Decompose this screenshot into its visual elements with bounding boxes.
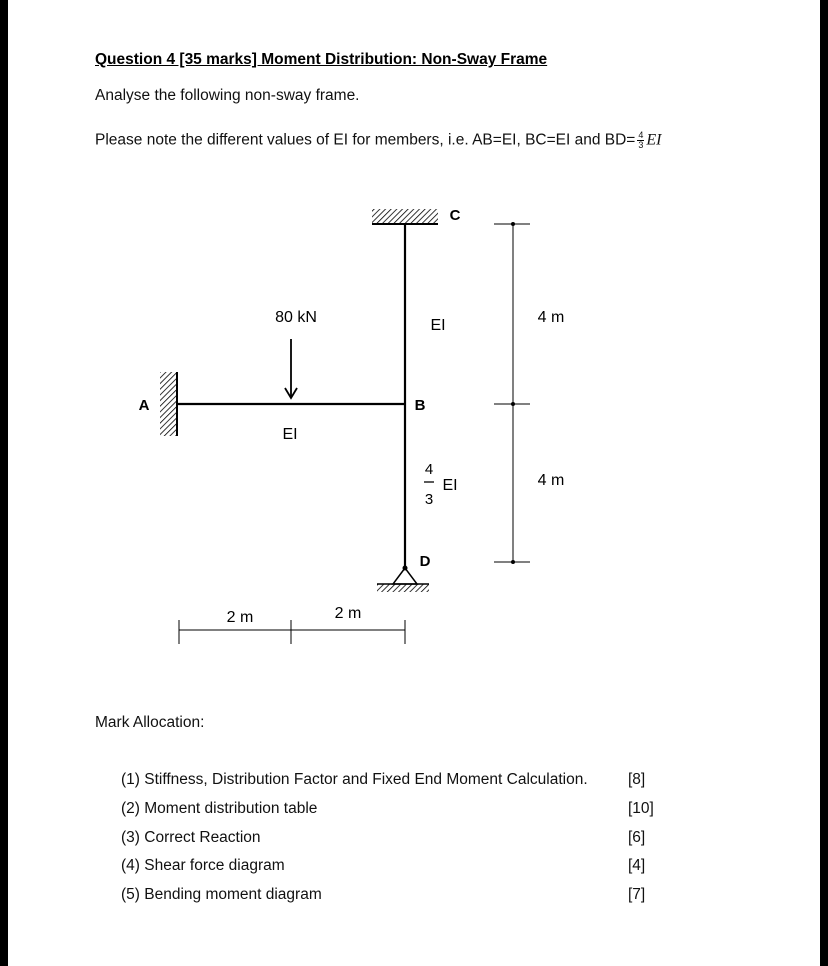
mark-item: (3) Correct Reaction — [121, 829, 261, 846]
mark-item: (5) Bending moment diagram — [121, 886, 322, 903]
ei-bd-label — [424, 461, 458, 508]
mark-item: (1) Stiffness, Distribution Factor and Fixed End Moment Calculation. — [121, 771, 588, 788]
question-title: Question 4 [35 marks] Moment Distribution: Non-Sway Frame — [95, 51, 548, 68]
mark-item: (2) Moment distribution table — [121, 800, 318, 817]
fixed-support-c — [372, 209, 438, 224]
mark-item: (4) Shear force diagram — [121, 857, 285, 874]
horizontal-dimension — [179, 620, 405, 644]
vertical-dimension — [494, 222, 530, 564]
question-intro: Analyse the following non-sway frame. — [95, 87, 360, 104]
mark-value: [6] — [628, 829, 646, 846]
mark-allocation-heading: Mark Allocation: — [95, 714, 205, 731]
ei-note-text: Please note the different values of EI for members, i.e. AB=EI, BC=EI and BD= — [95, 131, 636, 149]
mark-value: [8] — [628, 771, 646, 788]
mark-value: [10] — [628, 800, 654, 817]
load-arrow-icon — [285, 339, 297, 398]
dim-right-label: 2 m — [334, 605, 362, 622]
node-d-label: D — [419, 553, 431, 570]
ei-bd-numerator: 4 — [424, 461, 434, 478]
ei-note-fraction-numerator: 4 — [638, 130, 644, 140]
mark-value: [7] — [628, 886, 646, 903]
ei-bd-text: EI — [442, 477, 458, 494]
load-label: 80 kN — [275, 309, 317, 326]
dim-upper-label: 4 m — [537, 309, 565, 326]
ei-bc-label: EI — [430, 317, 446, 334]
node-c-label: C — [449, 207, 461, 224]
ei-bd-denominator: 3 — [424, 491, 434, 508]
mark-value: [4] — [628, 857, 646, 874]
ei-note-fraction-denominator: 3 — [638, 140, 644, 150]
ei-ab-label: EI — [282, 426, 298, 443]
dim-left-label: 2 m — [226, 609, 254, 626]
node-b-label: B — [414, 397, 426, 414]
node-a-label: A — [138, 397, 150, 414]
ei-note-suffix: EI — [646, 131, 662, 149]
fixed-support-a — [160, 372, 177, 436]
dim-lower-label: 4 m — [537, 472, 565, 489]
